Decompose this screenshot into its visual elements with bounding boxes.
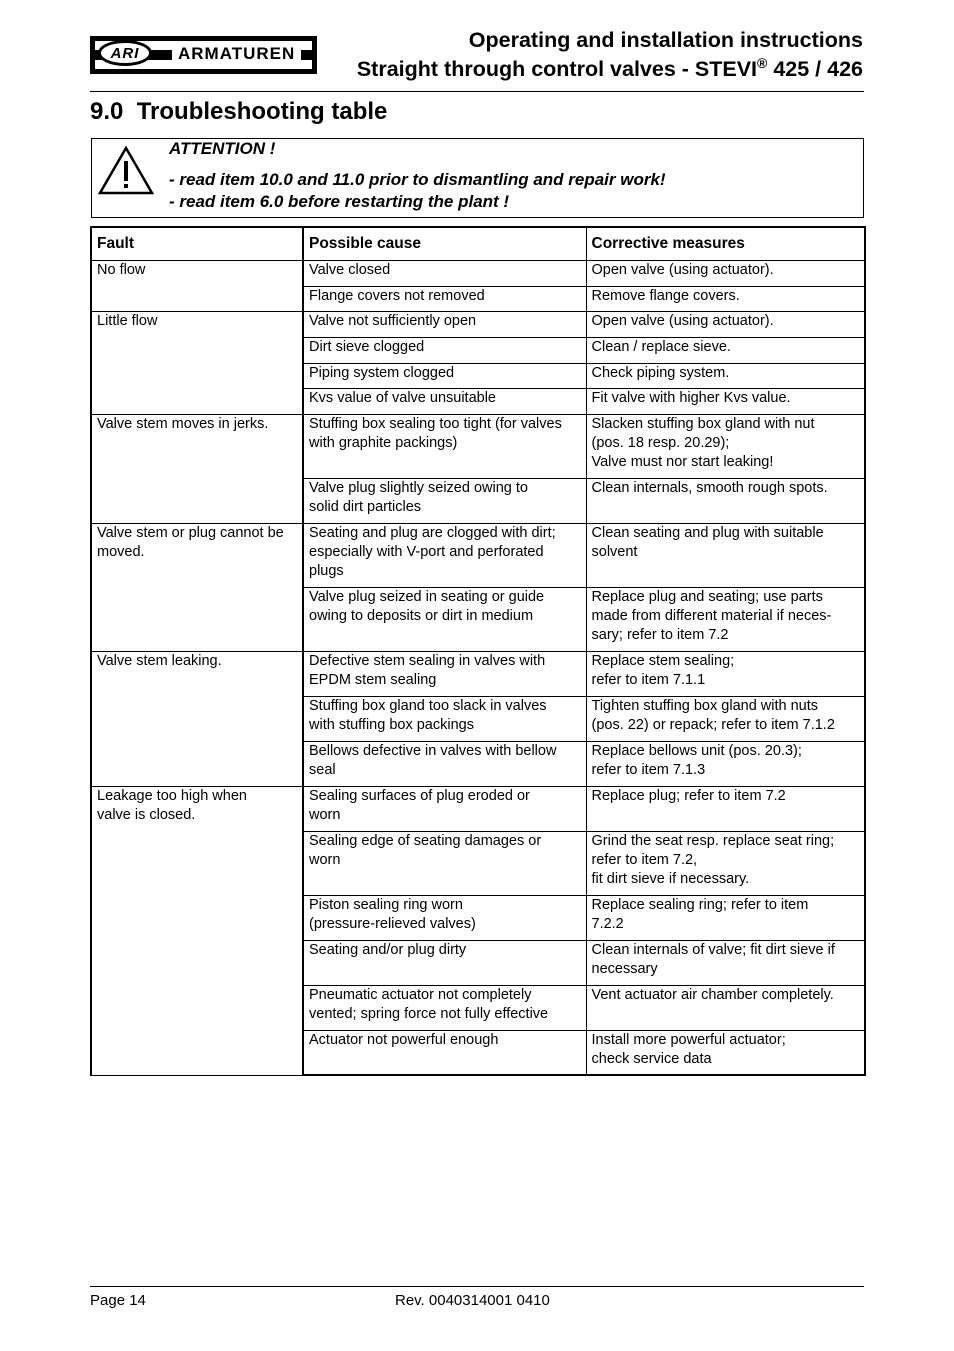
attention-box: [91, 138, 864, 218]
column-header-cause: Possible cause: [303, 227, 586, 260]
attention-line-1: - read item 10.0 and 11.0 prior to dismantling and repair work!: [169, 170, 666, 189]
measure-cell: Install more powerful actuator; check service data: [586, 1030, 865, 1075]
revision-number: Rev. 0040314001 0410: [395, 1292, 550, 1309]
cause-cell: Piston sealing ring worn (pressure-relieved valves): [303, 895, 586, 940]
table-header-row: [91, 227, 865, 260]
cause-cell: Defective stem sealing in valves with EPDM stem sealing: [303, 651, 586, 696]
cause-cell: Pneumatic actuator not completely vented; spring force not fully effective: [303, 985, 586, 1030]
cause-cell: Valve not sufficiently open: [303, 311, 586, 337]
attention-title: ATTENTION !: [169, 139, 276, 158]
cause-cell: Piping system clogged: [303, 363, 586, 388]
ari-armaturen-logo: [90, 36, 317, 74]
cause-cell: Valve closed: [303, 260, 586, 286]
measure-cell: Clean internals of valve; fit dirt sieve if necessary: [586, 940, 865, 985]
table-body: [91, 260, 865, 1075]
footer-divider: [90, 1286, 864, 1287]
measure-cell: Replace sealing ring; refer to item 7.2.2: [586, 895, 865, 940]
cause-cell: Stuffing box sealing too tight (for valves with graphite packings): [303, 414, 586, 478]
column-header-fault: Fault: [91, 227, 303, 260]
logo-oval-text: ARI: [110, 44, 140, 62]
measure-cell: Slacken stuffing box gland with nut (pos. 18 resp. 20.29); Valve must nor start leaking!: [586, 414, 865, 478]
cause-cell: Valve plug seized in seating or guide owing to deposits or dirt in medium: [303, 587, 586, 651]
measure-cell: Remove flange covers.: [586, 286, 865, 311]
measure-cell: Clean seating and plug with suitable solvent: [586, 523, 865, 587]
warning-triangle-icon: [97, 145, 155, 197]
measure-cell: Open valve (using actuator).: [586, 311, 865, 337]
cause-cell: Actuator not powerful enough: [303, 1030, 586, 1075]
fault-cell: Valve stem leaking.: [91, 651, 303, 786]
cause-cell: Stuffing box gland too slack in valves with stuffing box packings: [303, 696, 586, 741]
measure-cell: Replace plug and seating; use parts made from different material if neces- sary; refer to item 7.2: [586, 587, 865, 651]
attention-line-2: - read item 6.0 before restarting the plant !: [169, 192, 510, 211]
measure-cell: Clean internals, smooth rough spots.: [586, 478, 865, 523]
section-title: 9.0 Troubleshooting table: [90, 98, 388, 125]
cause-cell: Kvs value of valve unsuitable: [303, 388, 586, 414]
cause-cell: Flange covers not removed: [303, 286, 586, 311]
column-header-measures: Corrective measures: [586, 227, 865, 260]
table-row: [91, 414, 865, 478]
troubleshooting-table: [90, 226, 866, 1076]
table-row: [91, 311, 865, 337]
cause-cell: Dirt sieve clogged: [303, 337, 586, 363]
document-title-line2: [357, 55, 863, 84]
table-row: [91, 651, 865, 696]
document-title-line2-model: 425 / 426: [767, 57, 863, 81]
cause-cell: Seating and/or plug dirty: [303, 940, 586, 985]
registered-mark: ®: [757, 54, 768, 71]
page-number: Page 14: [90, 1292, 146, 1309]
measure-cell: Tighten stuffing box gland with nuts (pos. 22) or repack; refer to item 7.1.2: [586, 696, 865, 741]
measure-cell: Grind the seat resp. replace seat ring; refer to item 7.2, fit dirt sieve if necessary.: [586, 831, 865, 895]
fault-cell: Valve stem or plug cannot be moved.: [91, 523, 303, 651]
logo-oval: [98, 40, 152, 66]
cause-cell: Sealing edge of seating damages or worn: [303, 831, 586, 895]
measure-cell: Clean / replace sieve.: [586, 337, 865, 363]
measure-cell: Replace plug; refer to item 7.2: [586, 786, 865, 831]
cause-cell: Seating and plug are clogged with dirt; especially with V-port and perforated plugs: [303, 523, 586, 587]
fault-cell: Little flow: [91, 311, 303, 414]
fault-cell: Valve stem moves in jerks.: [91, 414, 303, 523]
logo-wordmark: ARMATUREN: [172, 43, 301, 65]
cause-cell: Valve plug slightly seized owing to solid dirt particles: [303, 478, 586, 523]
measure-cell: Replace stem sealing; refer to item 7.1.1: [586, 651, 865, 696]
table-row: [91, 260, 865, 286]
measure-cell: Fit valve with higher Kvs value.: [586, 388, 865, 414]
measure-cell: Vent actuator air chamber completely.: [586, 985, 865, 1030]
table-row: [91, 786, 865, 831]
table-row: [91, 523, 865, 587]
measure-cell: Check piping system.: [586, 363, 865, 388]
document-title-line1: Operating and installation instructions: [468, 28, 863, 52]
document-title-line2-main: Straight through control valves - STEVI: [356, 57, 758, 81]
fault-cell: No flow: [91, 260, 303, 311]
fault-cell: Leakage too high when valve is closed.: [91, 786, 303, 1075]
cause-cell: Sealing surfaces of plug eroded or worn: [303, 786, 586, 831]
measure-cell: Open valve (using actuator).: [586, 260, 865, 286]
document-title: [357, 26, 863, 84]
cause-cell: Bellows defective in valves with bellow seal: [303, 741, 586, 786]
measure-cell: Replace bellows unit (pos. 20.3); refer to item 7.1.3: [586, 741, 865, 786]
header-divider: [90, 91, 864, 92]
